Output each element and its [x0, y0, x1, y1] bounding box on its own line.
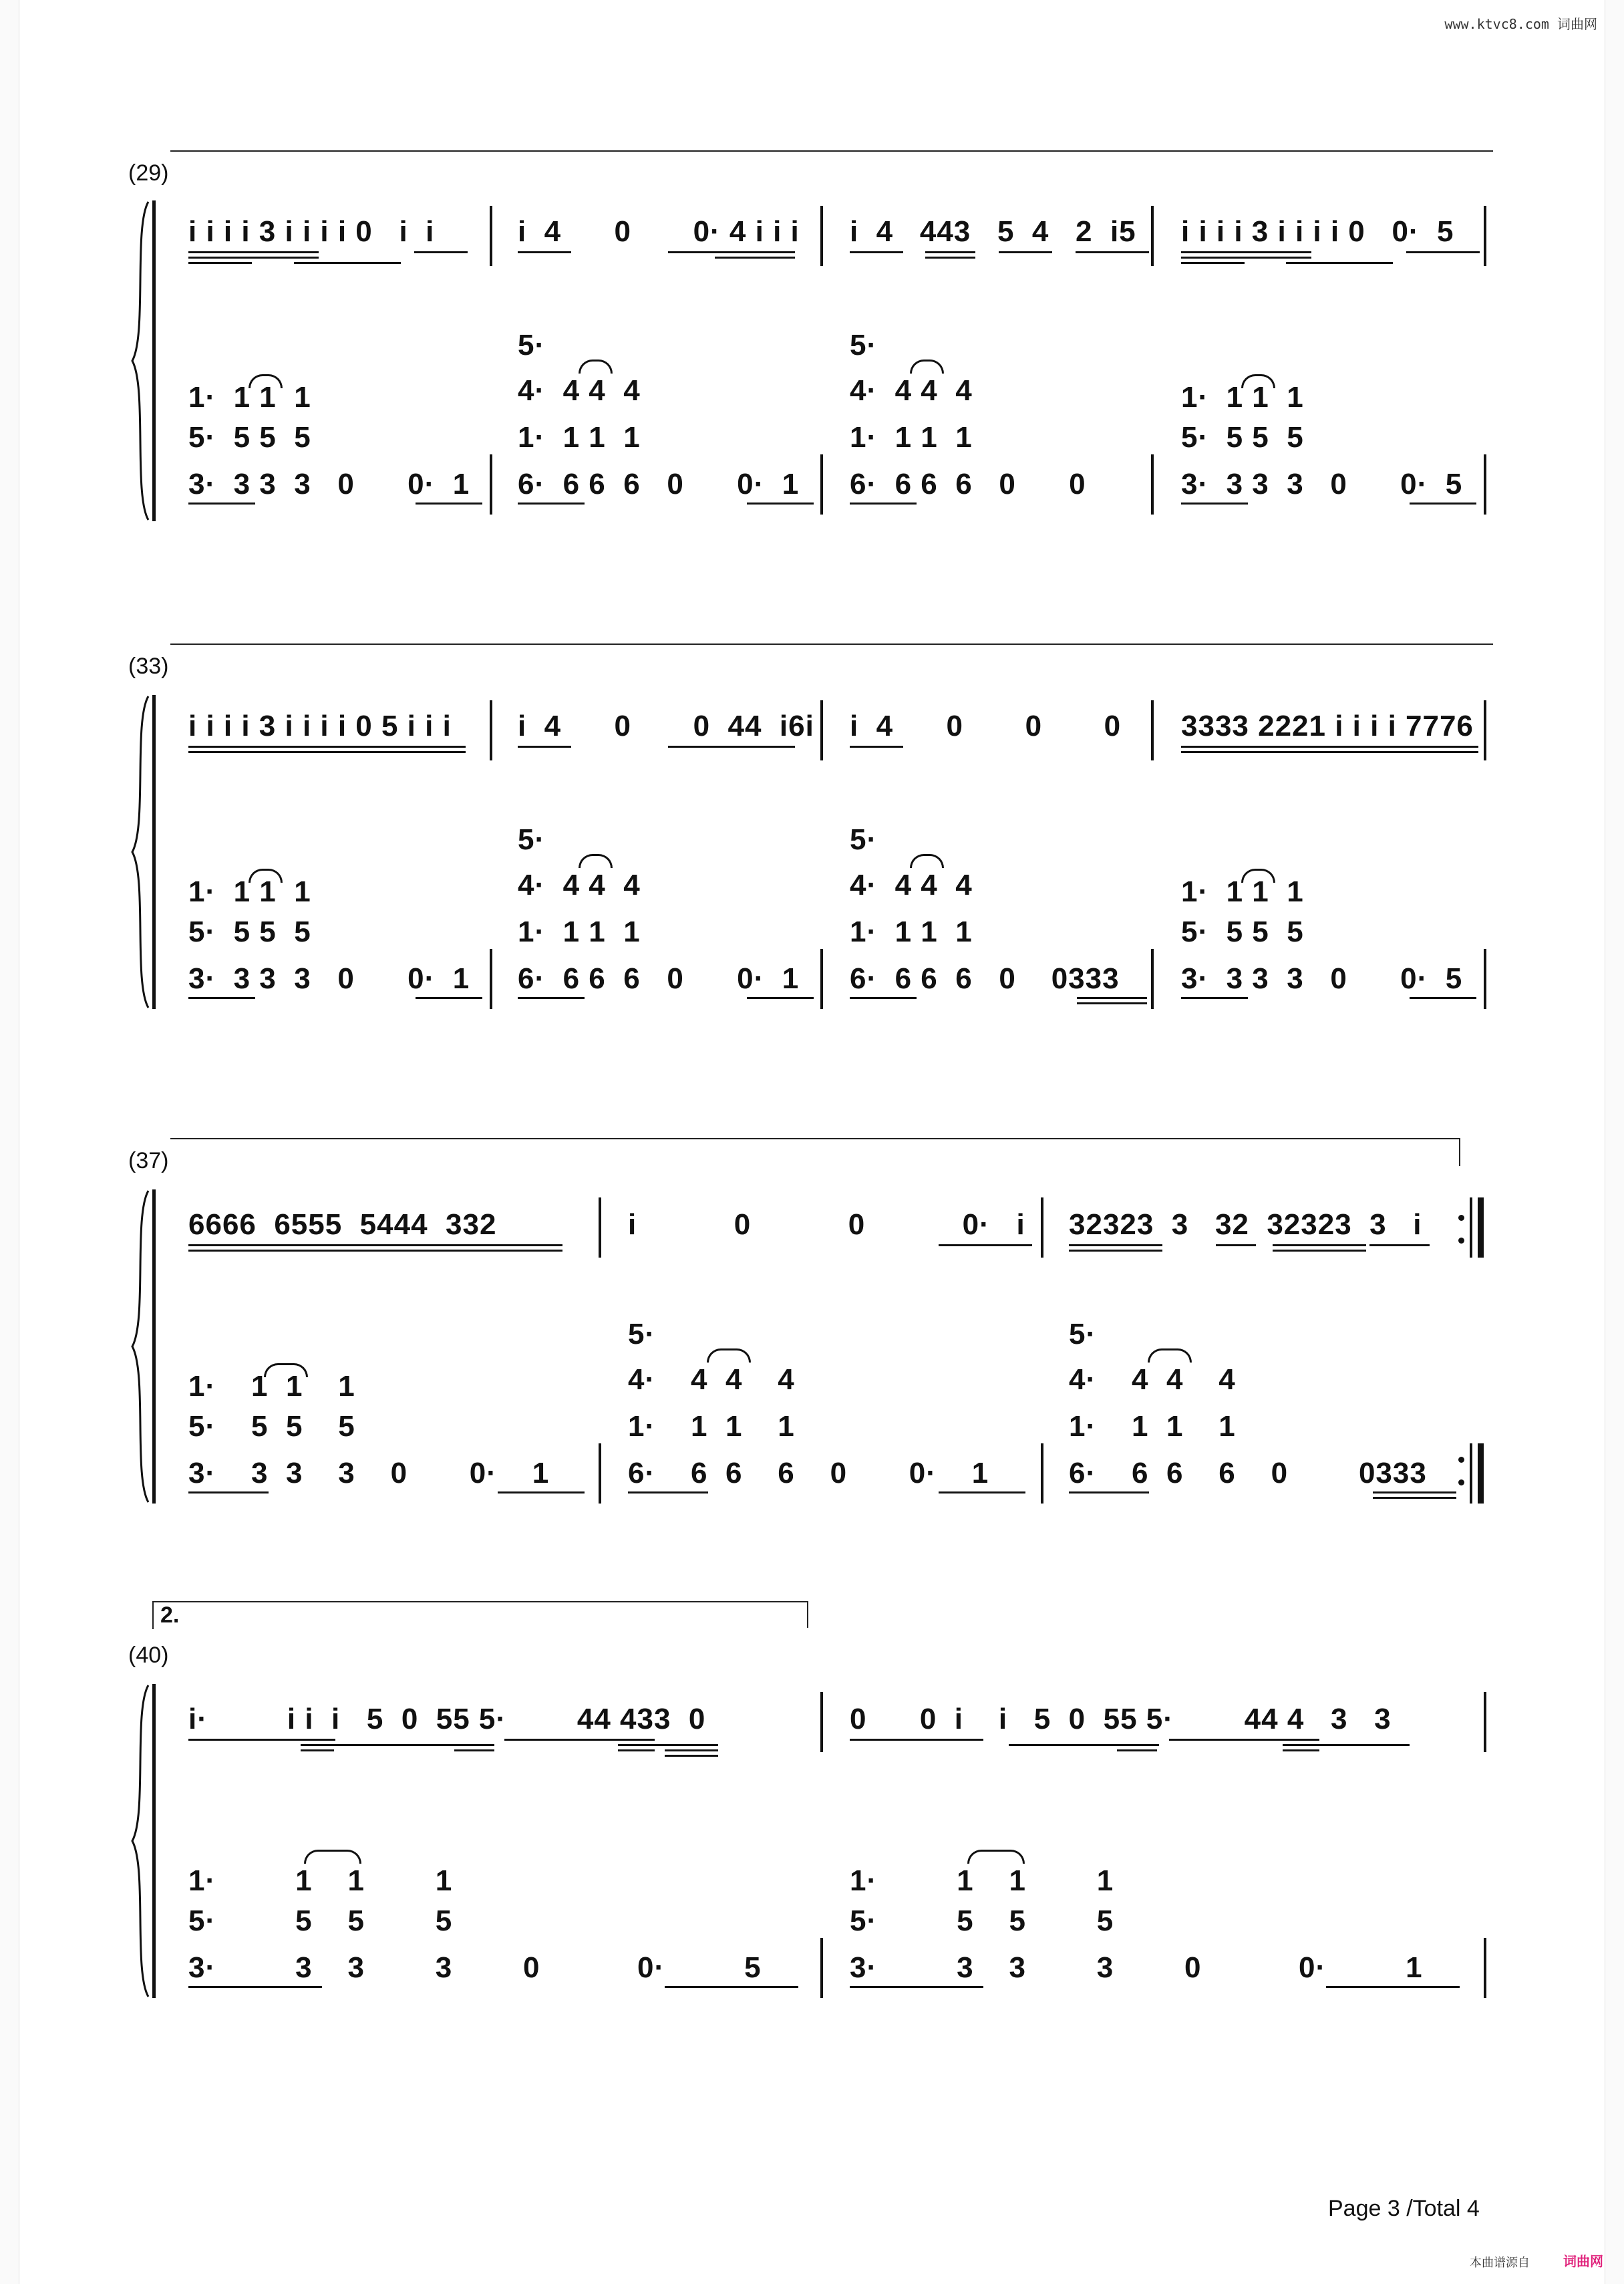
repeat-dot: [1458, 1238, 1464, 1244]
barline: [1470, 1197, 1472, 1258]
notes: i 4: [518, 215, 562, 248]
site-header: www.ktvc8.com 词曲网: [1444, 16, 1597, 32]
tie: [249, 374, 283, 388]
notes: 0· 5: [1392, 215, 1454, 248]
beam: [1069, 1491, 1149, 1493]
tie: [264, 1363, 308, 1377]
bass-upper-m34: 4· 4 4 4: [518, 869, 641, 901]
beam: [1369, 1244, 1430, 1246]
barline: [490, 206, 492, 266]
beam: [518, 997, 585, 999]
treble-m33: i i i i 3 i i i i 0 5 i i i: [188, 710, 452, 742]
beam: [1181, 503, 1248, 505]
source-credit: 本曲谱源自: [1470, 2256, 1530, 2269]
beam: [188, 1739, 335, 1741]
grand-staff-brace: [128, 1189, 155, 1504]
notes: 0: [848, 1208, 866, 1241]
bass-upper-m32: 1· 1 1 1: [1181, 381, 1304, 414]
beam: [1373, 1491, 1456, 1493]
bass-mid-m41: 5· 5 5 5: [850, 1904, 1114, 1937]
bass-mid-m35: 1· 1 1 1: [850, 915, 973, 948]
beam: [665, 1986, 798, 1988]
treble-m35: [850, 710, 1121, 743]
bass-mid-m34: 1· 1 1 1: [518, 915, 641, 948]
bass-low-m33: 3· 3 3 3 0 0· 1: [188, 962, 470, 995]
measure-number: (37): [128, 1148, 169, 1173]
repeat-dot: [1458, 1215, 1464, 1221]
notes: i i i i 3 i i i i 0: [188, 215, 373, 248]
notes: 0 44 i6i: [693, 710, 814, 742]
notes: 0: [1025, 710, 1043, 742]
beam: [1273, 1244, 1366, 1246]
beam: [301, 1749, 334, 1751]
bass-low-m39: 6· 6 6 6 0 0333: [1069, 1457, 1427, 1489]
beam: [618, 1749, 655, 1751]
bass-mid-m29: 5· 5 5 5: [188, 421, 311, 454]
bass-mid-m40: 5· 5 5 5: [188, 1904, 453, 1937]
tie: [579, 854, 613, 868]
beam: [188, 1244, 562, 1246]
beam: [454, 1749, 494, 1751]
repeat-dot: [1458, 1479, 1464, 1485]
tie: [1148, 1348, 1192, 1363]
bass-top-m31: 5·: [850, 329, 878, 362]
treble-m39: 32323 3 32 32323 3 i: [1069, 1208, 1422, 1241]
treble-m37: 6666 6555 5444 332: [188, 1208, 497, 1241]
system-start-barline: [152, 1189, 156, 1504]
notes: i i: [399, 215, 435, 248]
bass-upper-m29: 1· 1 1 1: [188, 381, 311, 414]
beam: [939, 1491, 1025, 1493]
beam: [1077, 1002, 1147, 1004]
bass-upper-m30: 4· 4 4 4: [518, 374, 641, 407]
barline: [1484, 206, 1486, 266]
bass-top-m38: 5·: [628, 1318, 656, 1350]
measure-number: (29): [128, 160, 169, 186]
beam: [504, 1739, 655, 1741]
beam: [1009, 1744, 1159, 1746]
beam: [1406, 251, 1480, 253]
bass-upper-m35: 4· 4 4 4: [850, 869, 973, 901]
barline: [1151, 700, 1154, 760]
beam: [1283, 1744, 1410, 1746]
beam: [1286, 262, 1393, 264]
barline: [1151, 949, 1154, 1009]
notes: 0· 4 i i i: [693, 215, 800, 248]
beam: [1181, 751, 1478, 753]
notes: 0: [946, 710, 963, 742]
barline: [490, 949, 492, 1009]
notes: 2 i5: [1076, 215, 1136, 248]
barline: [599, 1197, 601, 1258]
barline: [1484, 454, 1486, 515]
beam: [498, 1491, 585, 1493]
beam: [939, 1244, 1032, 1246]
system-top-rule: [170, 150, 1493, 152]
bass-low-m35: 6· 6 6 6 0 0333: [850, 962, 1120, 995]
notes: 0: [1104, 710, 1122, 742]
beam: [1169, 1739, 1319, 1741]
beam: [618, 1744, 718, 1746]
tie: [707, 1348, 751, 1363]
tie: [910, 854, 944, 868]
notes: i 4: [850, 710, 894, 742]
beam: [850, 997, 917, 999]
tie: [579, 360, 613, 374]
beam: [188, 1491, 269, 1493]
bass-top-m30: 5·: [518, 329, 546, 362]
bass-low-m41: 3· 3 3 3 0 0· 1: [850, 1951, 1423, 1984]
tie: [910, 360, 944, 374]
beam: [518, 503, 585, 505]
final-barline: [1478, 1197, 1484, 1258]
system-top-rule: [170, 644, 1493, 645]
beam: [188, 1250, 562, 1252]
final-barline: [1478, 1443, 1484, 1504]
first-ending-bracket: [1430, 1138, 1460, 1166]
beam: [1181, 251, 1311, 253]
beam: [1326, 1986, 1460, 1988]
barline: [1484, 1938, 1486, 1998]
bass-low-m31: 6· 6 6 6 0 0: [850, 468, 1086, 501]
beam: [1410, 997, 1476, 999]
beam: [188, 997, 255, 999]
bass-upper-m37: 1· 1 1 1: [188, 1370, 355, 1403]
barline: [820, 206, 823, 266]
beam: [999, 251, 1052, 253]
bass-low-m30: 6· 6 6 6 0 0· 1: [518, 468, 800, 501]
beam: [665, 1755, 718, 1757]
beam: [188, 257, 319, 259]
treble-m31: [850, 215, 1136, 249]
beam: [518, 746, 571, 748]
treble-m34: [518, 710, 814, 743]
beam: [850, 746, 903, 748]
barline: [1484, 949, 1486, 1009]
bass-upper-m39: 4· 4 4 4: [1069, 1363, 1236, 1396]
beam: [518, 251, 571, 253]
treble-m30: [518, 215, 800, 249]
beam: [1069, 1244, 1162, 1246]
beam: [1069, 1250, 1162, 1252]
beam: [1117, 1749, 1157, 1751]
beam: [850, 1739, 983, 1741]
bass-mid-m36: 5· 5 5 5: [1181, 915, 1304, 948]
bass-top-m35: 5·: [850, 823, 878, 856]
barline: [490, 454, 492, 515]
beam: [301, 1744, 494, 1746]
notes: i: [628, 1208, 637, 1241]
bass-mid-m33: 5· 5 5 5: [188, 915, 311, 948]
treble-m29: [188, 215, 434, 249]
beam: [1283, 1749, 1319, 1751]
barline: [1484, 1692, 1486, 1752]
right-margin-strip: [1605, 0, 1624, 2284]
tie: [249, 869, 283, 883]
beam: [1373, 1497, 1456, 1499]
bass-low-m37: 3· 3 3 3 0 0· 1: [188, 1457, 550, 1489]
tie: [1241, 869, 1275, 883]
treble-m36: 3333 2221 i i i i 7776: [1181, 710, 1474, 742]
beam: [715, 257, 795, 259]
notes: i 4: [850, 215, 894, 248]
system-top-rule: [170, 1138, 1460, 1139]
barline: [599, 1443, 601, 1504]
measure-number: (33): [128, 654, 169, 679]
bass-low-m40: 3· 3 3 3 0 0· 5: [188, 1951, 762, 1984]
volta-label: 2.: [160, 1602, 180, 1628]
system-start-barline: [152, 1684, 156, 1998]
page-indicator: Page 3 /Total 4: [1328, 2196, 1480, 2221]
beam: [747, 503, 814, 505]
notes: 443: [919, 215, 971, 248]
beam: [416, 503, 482, 505]
grand-staff-brace: [128, 200, 155, 521]
beam: [850, 1986, 983, 1988]
beam: [665, 1749, 718, 1751]
beam: [414, 251, 468, 253]
tie: [304, 1850, 361, 1864]
beam: [1410, 503, 1476, 505]
beam: [1273, 1250, 1366, 1252]
beam: [850, 503, 917, 505]
treble-m40: i· i i i 5 0 55 5· 44 433 0: [188, 1703, 706, 1735]
beam: [1216, 1244, 1256, 1246]
measure-number: (40): [128, 1643, 169, 1668]
beam: [416, 997, 482, 999]
beam: [188, 751, 466, 753]
bass-upper-m36: 1· 1 1 1: [1181, 875, 1304, 908]
beam: [1181, 257, 1311, 259]
beam: [1076, 251, 1149, 253]
barline: [820, 949, 823, 1009]
notes: 0: [614, 215, 631, 248]
grand-staff-brace: [128, 695, 155, 1009]
barline: [820, 454, 823, 515]
bass-upper-m41: 1· 1 1 1: [850, 1864, 1114, 1897]
beam: [747, 997, 814, 999]
site-logo: 词曲网: [1563, 2255, 1603, 2269]
system-start-barline: [152, 695, 156, 1009]
barline: [490, 700, 492, 760]
repeat-dot: [1458, 1457, 1464, 1463]
barline: [820, 1692, 823, 1752]
beam: [188, 251, 319, 253]
bass-top-m34: 5·: [518, 823, 546, 856]
grand-staff-brace: [128, 1684, 155, 1998]
bass-upper-m31: 4· 4 4 4: [850, 374, 973, 407]
bass-mid-m39: 1· 1 1 1: [1069, 1410, 1236, 1443]
notes: 0· i: [962, 1208, 1025, 1241]
beam: [668, 746, 795, 748]
notes: i 4: [518, 710, 562, 742]
notes: 0: [614, 710, 631, 742]
barline: [1470, 1443, 1472, 1504]
left-margin-strip: [0, 0, 19, 2284]
bass-low-m34: 6· 6 6 6 0 0· 1: [518, 962, 800, 995]
beam: [628, 1491, 708, 1493]
beam: [850, 251, 903, 253]
beam: [1077, 997, 1147, 999]
barline: [820, 700, 823, 760]
bass-low-m29: 3· 3 3 3 0 0· 1: [188, 468, 470, 501]
beam: [1181, 262, 1245, 264]
notes: 5 4: [997, 215, 1049, 248]
beam: [925, 251, 975, 253]
beam: [188, 1986, 322, 1988]
tie: [967, 1850, 1025, 1864]
bass-upper-m40: 1· 1 1 1: [188, 1864, 453, 1897]
bass-upper-m33: 1· 1 1 1: [188, 875, 311, 908]
bass-mid-m37: 5· 5 5 5: [188, 1410, 355, 1443]
barline: [1041, 1443, 1043, 1504]
beam: [668, 251, 795, 253]
second-ending-bracket-end: [807, 1601, 808, 1628]
bass-mid-m38: 1· 1 1 1: [628, 1410, 795, 1443]
notes: 0: [734, 1208, 752, 1241]
beam: [1181, 746, 1478, 748]
notes: i i i i 3 i i i i 0: [1181, 215, 1365, 248]
barline: [1484, 700, 1486, 760]
system-start-barline: [152, 200, 156, 521]
treble-m38: [628, 1208, 1025, 1242]
beam: [925, 257, 975, 259]
beam: [188, 746, 466, 748]
treble-m32: [1181, 215, 1454, 249]
beam: [294, 262, 401, 264]
beam: [188, 503, 255, 505]
tie: [1241, 374, 1275, 388]
bass-top-m39: 5·: [1069, 1318, 1097, 1350]
beam: [188, 262, 252, 264]
second-ending-bracket: [152, 1601, 808, 1629]
bass-low-m38: 6· 6 6 6 0 0· 1: [628, 1457, 989, 1489]
barline: [820, 1938, 823, 1998]
bass-low-m32: 3· 3 3 3 0 0· 5: [1181, 468, 1463, 501]
treble-m41: 0 0 i i 5 0 55 5· 44 4 3 3: [850, 1703, 1392, 1735]
barline: [1151, 454, 1154, 515]
bass-upper-m38: 4· 4 4 4: [628, 1363, 795, 1396]
beam: [1181, 997, 1248, 999]
bass-low-m36: 3· 3 3 3 0 0· 5: [1181, 962, 1463, 995]
barline: [1151, 206, 1154, 266]
barline: [1041, 1197, 1043, 1258]
bass-mid-m30: 1· 1 1 1: [518, 421, 641, 454]
bass-mid-m32: 5· 5 5 5: [1181, 421, 1304, 454]
bass-mid-m31: 1· 1 1 1: [850, 421, 973, 454]
